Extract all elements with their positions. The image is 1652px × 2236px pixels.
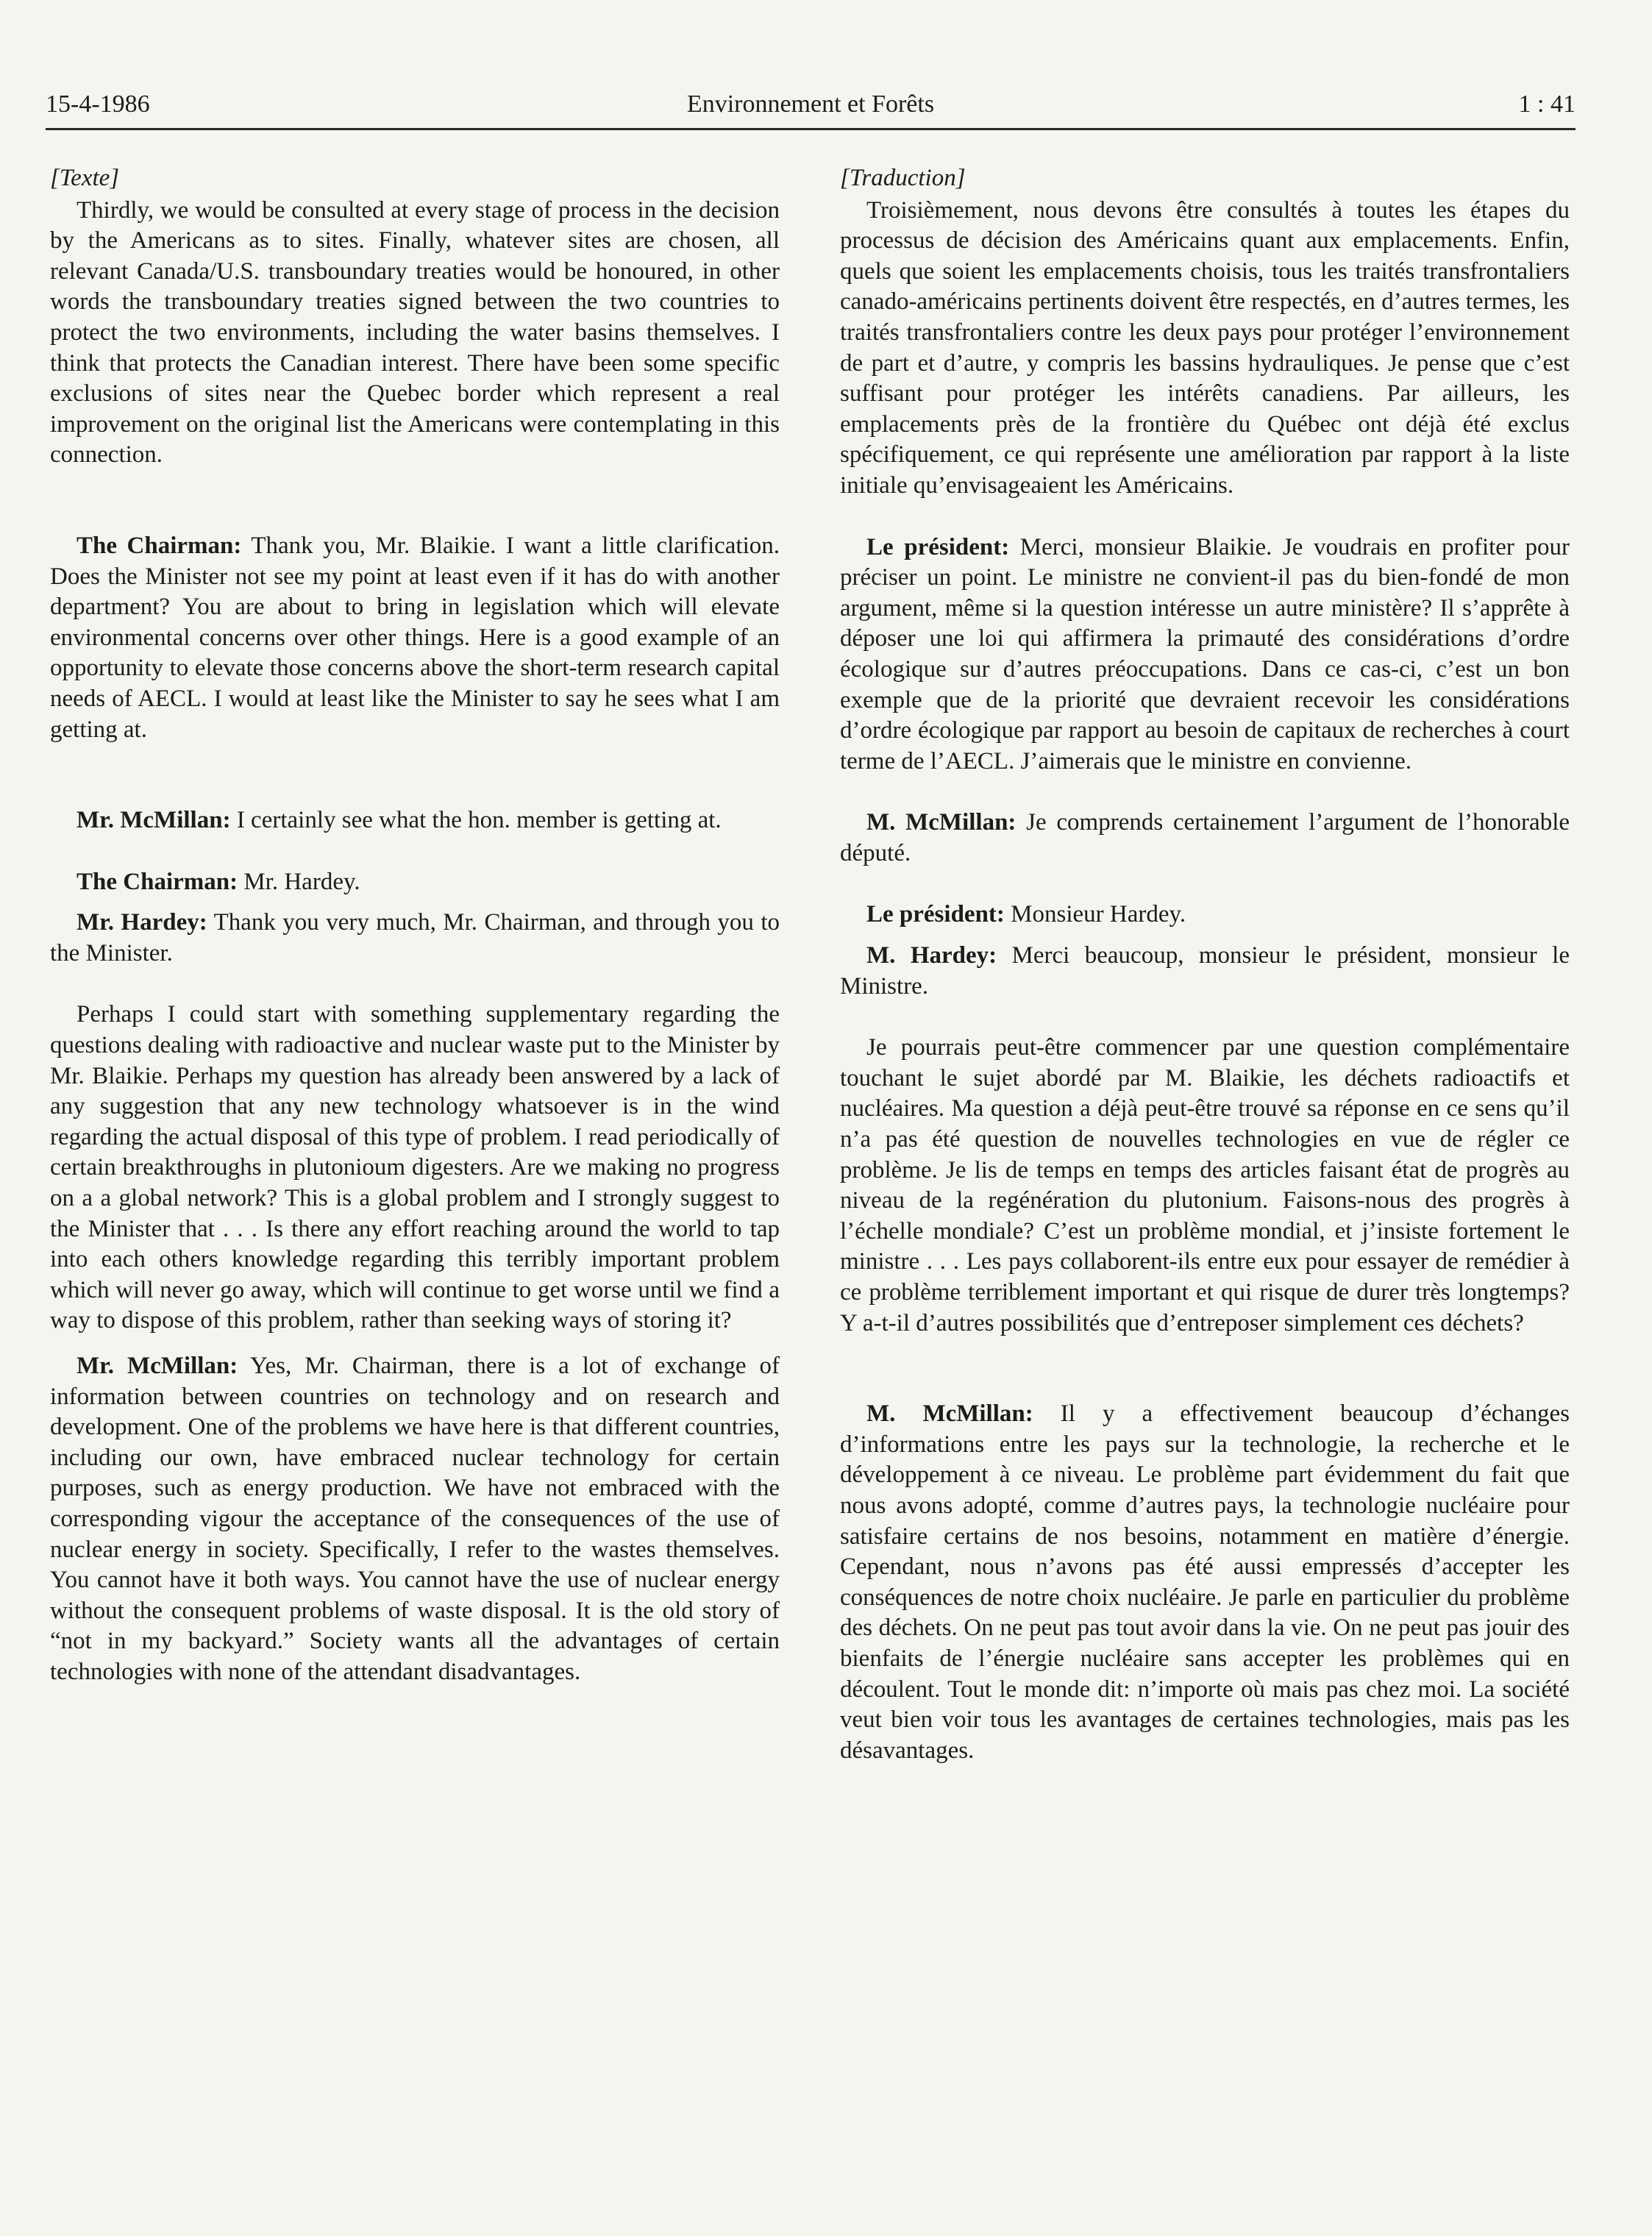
paragraph: Perhaps I could start with something supplementary regarding the questions dealing with radioactive and nuclear waste put to the Minister by Mr. Blaikie. Perhaps my question has already been answered by a lack of any suggestion that any new technology whatsoever is in the wind regarding the actual disposal of this type of problem. I read periodically of certain breakthroughs in plutonioum digesters. Are we making no progress on a a global network? This is a global problem and I strongly suggest to the Minister that . . . Is there any effort reaching around the world to tap into each others knowledge regarding this terribly important problem which will never go away, which will continue to get worse until we find a way to dispose of this problem, rather than seeking ways of storing it?	[50, 1001, 780, 1334]
speaker-label: Le président:	[866, 901, 1005, 928]
speech-hardey-1: M. Hardey: Merci beaucoup, monsieur le président, monsieur le Ministre.	[840, 942, 1570, 1000]
column-tag: [Texte]	[50, 165, 120, 191]
speech-chairman-2: The Chairman: Mr. Hardey.	[76, 868, 360, 895]
paragraph: Je pourrais peut-être commencer par une question complémentaire touchant le sujet abordé par M. Blaikie, les déchets radioactifs et nucléaires. Ma question a déjà peut-être trouvé sa réponse en ce sens qu’il n’a pas été question de nouvelles technologies en vue de régler ce problème. Je lis de temps en temps des articles faisant état de progrès au niveau de la regénération du plutonium. Faisons-nous des progrès à l’échelle mondiale? C’est un problème mondial, et j’insiste fortement le ministre . . . Les pays collaborent-ils entre eux pour essayer de remédier à ce problème terriblement important et qui risque de durer très longtemps? Y a-t-il d’autres possibilités que d’entreposer simplement ces déchets?	[840, 1034, 1570, 1336]
speech-chairman-1: The Chairman: Thank you, Mr. Blaikie. I want a little clarification. Does the Minister not see my point at least even if it has do with another department? You are about to bring in legislation which will elevate environmental concerns over other things. Here is a good example of an opportunity to elevate those concerns above the short-term research capital needs of AECL. I would at least like the Minister to say he sees what I am getting at.	[50, 532, 780, 743]
paragraph: Thirdly, we would be consulted at every stage of process in the decision by the Americans as to sites. Finally, whatever sites are chosen, all relevant Canada/U.S. transboundary treaties would be honoured, in other words the transboundary treaties signed between the two countries to protect the two environments, including the water basins themselves. I think that protects the Canadian interest. There have been some specific exclusions of sites near the Quebec border which represent a real improvement on the original list the Americans were contemplating in this connection.	[50, 196, 780, 469]
speech-hardey-1: Mr. Hardey: Thank you very much, Mr. Chairman, and through you to the Minister.	[50, 909, 780, 966]
speech-mcmillan-2: M. McMillan: Il y a effectivement beaucoup d’échanges d’informations entre les pays sur la technologie, la recherche et le développement à ce niveau. Le problème part évidemment du fait que nous avons adopté, comme d’autres pays, la technologie nucléaire pour satisfaire certains de nos besoins, notamment en matière d’énergie. Cependant, nous n’avons pas été aussi empressés d’accepter les conséquences de notre choix nucléaire. Je parle en particulier du problème des déchets. On ne peut pas tout avoir dans la vie. On ne peut pas jouir des bienfaits de l’énergie nucléaire sans accepter les problèmes qui en découlent. Tout le monde dit: n’importe où mais pas chez moi. La société veut bien voir tous les avantages de certaines technologies, mais pas les désavantages.	[840, 1400, 1570, 1764]
speaker-label: M. McMillan:	[866, 809, 1017, 836]
speech-mcmillan-1: Mr. McMillan: I certainly see what the hon. member is getting at.	[76, 807, 722, 834]
speaker-label: Mr. McMillan:	[76, 807, 231, 834]
speaker-label: Le président:	[866, 533, 1010, 560]
english-column	[50, 163, 780, 1688]
page-header	[46, 87, 1576, 130]
speech-mcmillan-2: Mr. McMillan: Yes, Mr. Chairman, there is a lot of exchange of information between countries on technology and on research and development. One of the problems we have here is that different countries, including our own, have embraced nuclear technology for certain purposes, such as energy production. We have not embraced with the corresponding vigour the acceptance of the consequences of the use of nuclear energy in society. Specifically, I refer to the wastes themselves. You cannot have it both ways. You cannot have the use of nuclear energy without the consequent problems of waste disposal. It is the old story of “not in my backyard.” Society wants all the advantages of certain technologies with none of the attendant disadvantages.	[50, 1353, 780, 1685]
speaker-label: The Chairman:	[76, 532, 242, 559]
column-tag: [Traduction]	[840, 165, 966, 191]
speaker-label: Mr. McMillan:	[76, 1353, 238, 1379]
french-column	[840, 163, 1570, 1766]
speaker-label: Mr. Hardey:	[76, 909, 207, 936]
paragraph: Troisièmement, nous devons être consultés à toutes les étapes du processus de décision des Américains quant aux emplacements. Enfin, quels que soient les emplacements choisis, tous les traités transfrontaliers canado-américains pertinents doivent être respectés, en d’autres termes, les traités transfrontaliers contre les deux pays pour protéger l’environnement de part et d’autre, y compris les bassins hydrauliques. Je pense que c’est suffisant pour protéger les intérêts canadiens. Par ailleurs, les emplacements près de la frontière du Québec ont déjà été exclus spécifiquement, ce qui représente une amélioration par rapport à la liste initiale qu’envisageaient les Américains.	[840, 196, 1570, 499]
header-page-number: 1 : 41	[1518, 90, 1576, 118]
speech-president-2: Le président: Monsieur Hardey.	[866, 901, 1186, 928]
speech-president-1: Le président: Merci, monsieur Blaikie. Je voudrais en profiter pour préciser un point. Le ministre ne convient-il pas du bien-fondé de mon argument, même si la question intéresse un autre ministère? Il s’apprête à déposer une loi qui affirmera la primauté des considérations d’ordre écologique sur d’autres préoccupations. Dans ce cas-ci, c’est un bon exemple que de la priorité que devraient recevoir les considérations d’ordre écologique par rapport au besoin de capitaux de recherches à court terme de l’AECL. J’aimerais que le ministre en convienne.	[840, 533, 1570, 775]
speaker-label: M. Hardey:	[866, 942, 997, 969]
speaker-label: The Chairman:	[76, 868, 238, 895]
header-title: Environnement et Forêts	[686, 90, 935, 118]
speech-mcmillan-1: M. McMillan: Je comprends certainement l’argument de l’honorable député.	[840, 809, 1570, 866]
header-date: 15-4-1986	[46, 90, 150, 118]
speaker-label: M. McMillan:	[866, 1400, 1033, 1428]
